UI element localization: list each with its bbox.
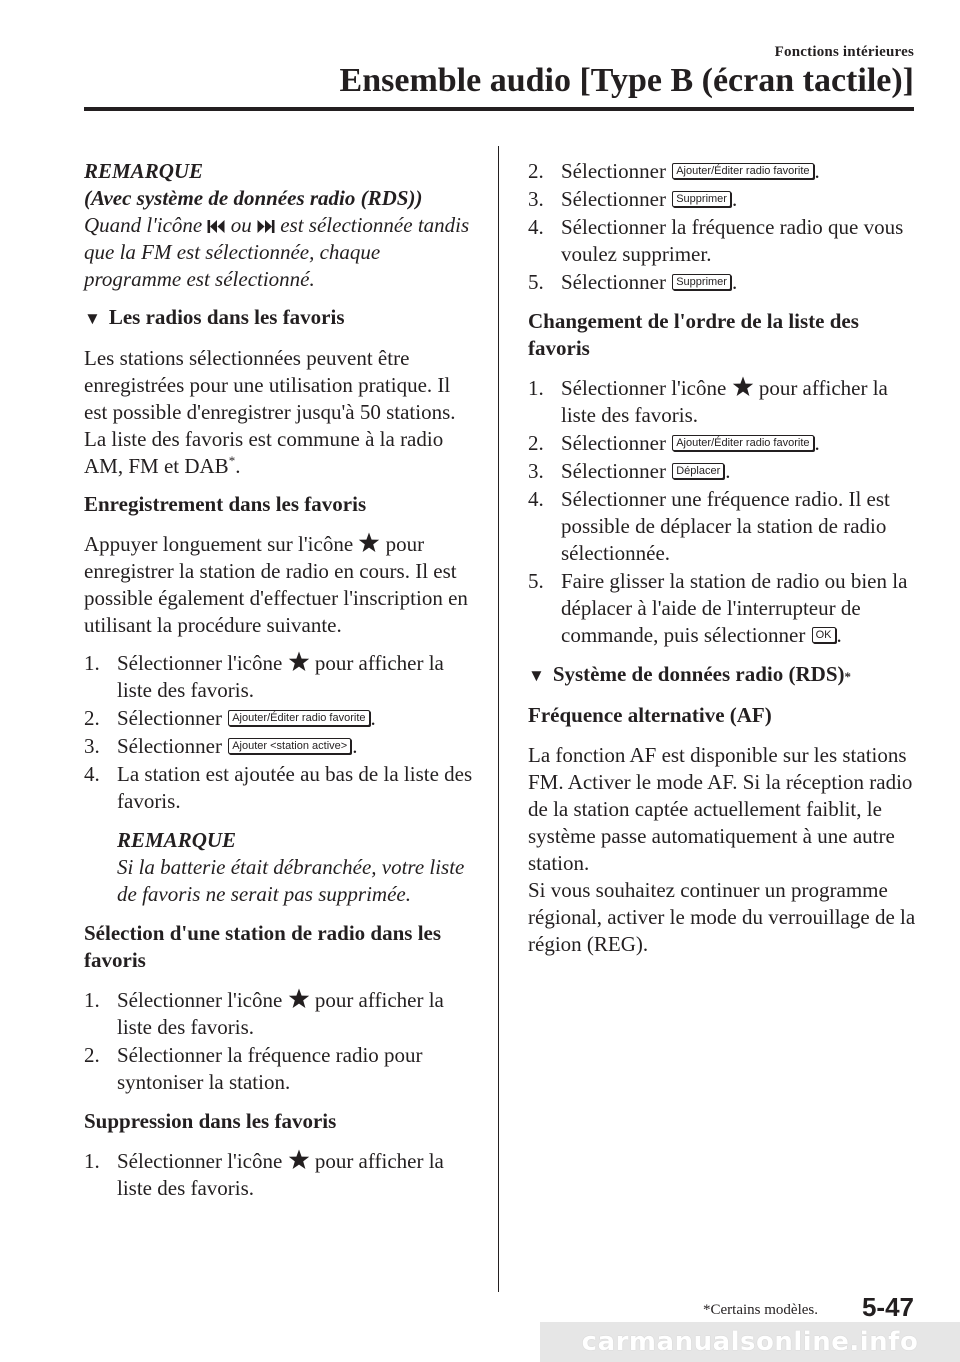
list-item: 3. Sélectionner Déplacer .: [528, 459, 731, 483]
edit-favorites-button[interactable]: Ajouter/Éditer radio favorite: [228, 710, 369, 726]
add-active-station-button[interactable]: Ajouter <station active>: [228, 738, 351, 754]
deletion-steps-continued: [528, 158, 920, 296]
list-item: 2. Sélectionner Ajouter/Éditer radio favorite .: [84, 706, 376, 730]
move-button[interactable]: Déplacer: [672, 463, 724, 479]
note-body: Si la batterie était débranchée, votre liste de favoris ne serait pas supprimée.: [117, 855, 465, 906]
star-icon: [288, 651, 310, 672]
list-item: 3. Sélectionner Ajouter <station active> .: [84, 734, 358, 758]
list-item: 4. La station est ajoutée au bas de la liste des favoris.: [84, 762, 473, 813]
left-column: [84, 158, 476, 1214]
page-title: Ensemble audio [Type B (écran tactile)]: [339, 62, 914, 99]
reg-text: Si vous souhaitez continuer un programme régional, activer le mode du verrouillage de la région (REG).: [528, 878, 916, 956]
star-icon: [288, 1149, 310, 1170]
delete-button[interactable]: Supprimer: [672, 274, 731, 290]
list-item: 5. Sélectionner Supprimer .: [528, 270, 738, 294]
subheading-deletion: Suppression dans les favoris: [84, 1109, 337, 1133]
column-divider: [498, 146, 499, 1292]
list-item: 2. Sélectionner la fréquence radio pour syntoniser la station.: [84, 1043, 423, 1094]
star-icon: [288, 988, 310, 1009]
section-label: Fonctions intérieures: [774, 44, 914, 60]
list-item: 1. Sélectionner l'icône pour afficher la liste des favoris.: [84, 651, 444, 702]
skip-forward-icon: [257, 219, 275, 234]
note-subheading: (Avec système de données radio (RDS)): [84, 186, 423, 210]
header-rule: [84, 107, 914, 111]
right-column: [528, 158, 920, 969]
list-item: 1. Sélectionner l'icône pour afficher la liste des favoris.: [84, 1149, 444, 1200]
list-item: 2. Sélectionner Ajouter/Éditer radio favorite .: [528, 431, 820, 455]
note-heading: REMARQUE: [117, 828, 237, 852]
list-item: 1. Sélectionner l'icône pour afficher la liste des favoris.: [84, 988, 444, 1039]
edit-favorites-button[interactable]: Ajouter/Éditer radio favorite: [672, 163, 813, 179]
list-item: 2. Sélectionner Ajouter/Éditer radio favorite .: [528, 159, 820, 183]
note-heading: REMARQUE: [84, 159, 204, 183]
page-number: 5-47: [861, 1292, 914, 1322]
subheading-af: Fréquence alternative (AF): [528, 703, 772, 727]
reorder-steps: [528, 375, 920, 649]
subheading-reorder: Changement de l'ordre de la liste des favoris: [528, 309, 859, 360]
subheading-selection: Sélection d'une station de radio dans les favoris: [84, 921, 442, 972]
triangle-down-icon: ▼: [84, 309, 101, 328]
list-item: 4. Sélectionner la fréquence radio que vous voulez supprimer.: [528, 215, 904, 266]
note-body: Quand l'icône ou est sélectionnée tandis que la FM est sélectionnée, chaque programme est sélectionné.: [84, 213, 470, 291]
list-item: 1. Sélectionner l'icône pour afficher la liste des favoris.: [528, 376, 888, 427]
registration-text: Appuyer longuement sur l'icône pour enregistrer la station de radio en cours. Il est possible également d'effectuer l'inscription en utilisant la procédure suivante.: [84, 532, 468, 637]
deletion-steps: [84, 1148, 476, 1202]
registration-steps: [84, 650, 476, 815]
list-item: 5. Faire glisser la station de radio ou bien la déplacer à l'aide de l'interrupteur de commande, puis sélectionner OK .: [528, 569, 908, 647]
star-icon: [358, 532, 380, 553]
edit-favorites-button[interactable]: Ajouter/Éditer radio favorite: [672, 435, 813, 451]
subheading-registration: Enregistrement dans les favoris: [84, 492, 367, 516]
favorites-intro: Les stations sélectionnées peuvent être enregistrées pour une utilisation pratique. Il est possible d'enregistrer jusqu'à 50 stations. La liste des favoris est commune à la radio AM, FM et DAB*.: [84, 346, 456, 478]
selection-steps: [84, 987, 476, 1096]
section-heading-rds: ▼ Système de données radio (RDS) *: [528, 661, 920, 689]
triangle-down-icon: ▼: [528, 666, 545, 685]
note-battery: [84, 827, 476, 908]
section-heading-favorites: ▼ Les radios dans les favoris: [84, 304, 476, 332]
af-text: La fonction AF est disponible sur les stations FM. Activer le mode AF. Si la réception radio de la station captée actuellement faiblit, le système passe automatiquement à une autre station.: [528, 743, 913, 875]
ok-button[interactable]: OK: [812, 627, 836, 643]
delete-button[interactable]: Supprimer: [672, 191, 731, 207]
footnote: *Certains modèles.: [703, 1302, 818, 1318]
star-icon: [732, 376, 754, 397]
note-rds: [84, 158, 476, 293]
list-item: 4. Sélectionner une fréquence radio. Il est possible de déplacer la station de radio sélectionnée.: [528, 487, 890, 565]
list-item: 3. Sélectionner Supprimer .: [528, 187, 738, 211]
watermark: carmanualsonline.info: [540, 1322, 960, 1362]
skip-back-icon: [207, 219, 225, 234]
